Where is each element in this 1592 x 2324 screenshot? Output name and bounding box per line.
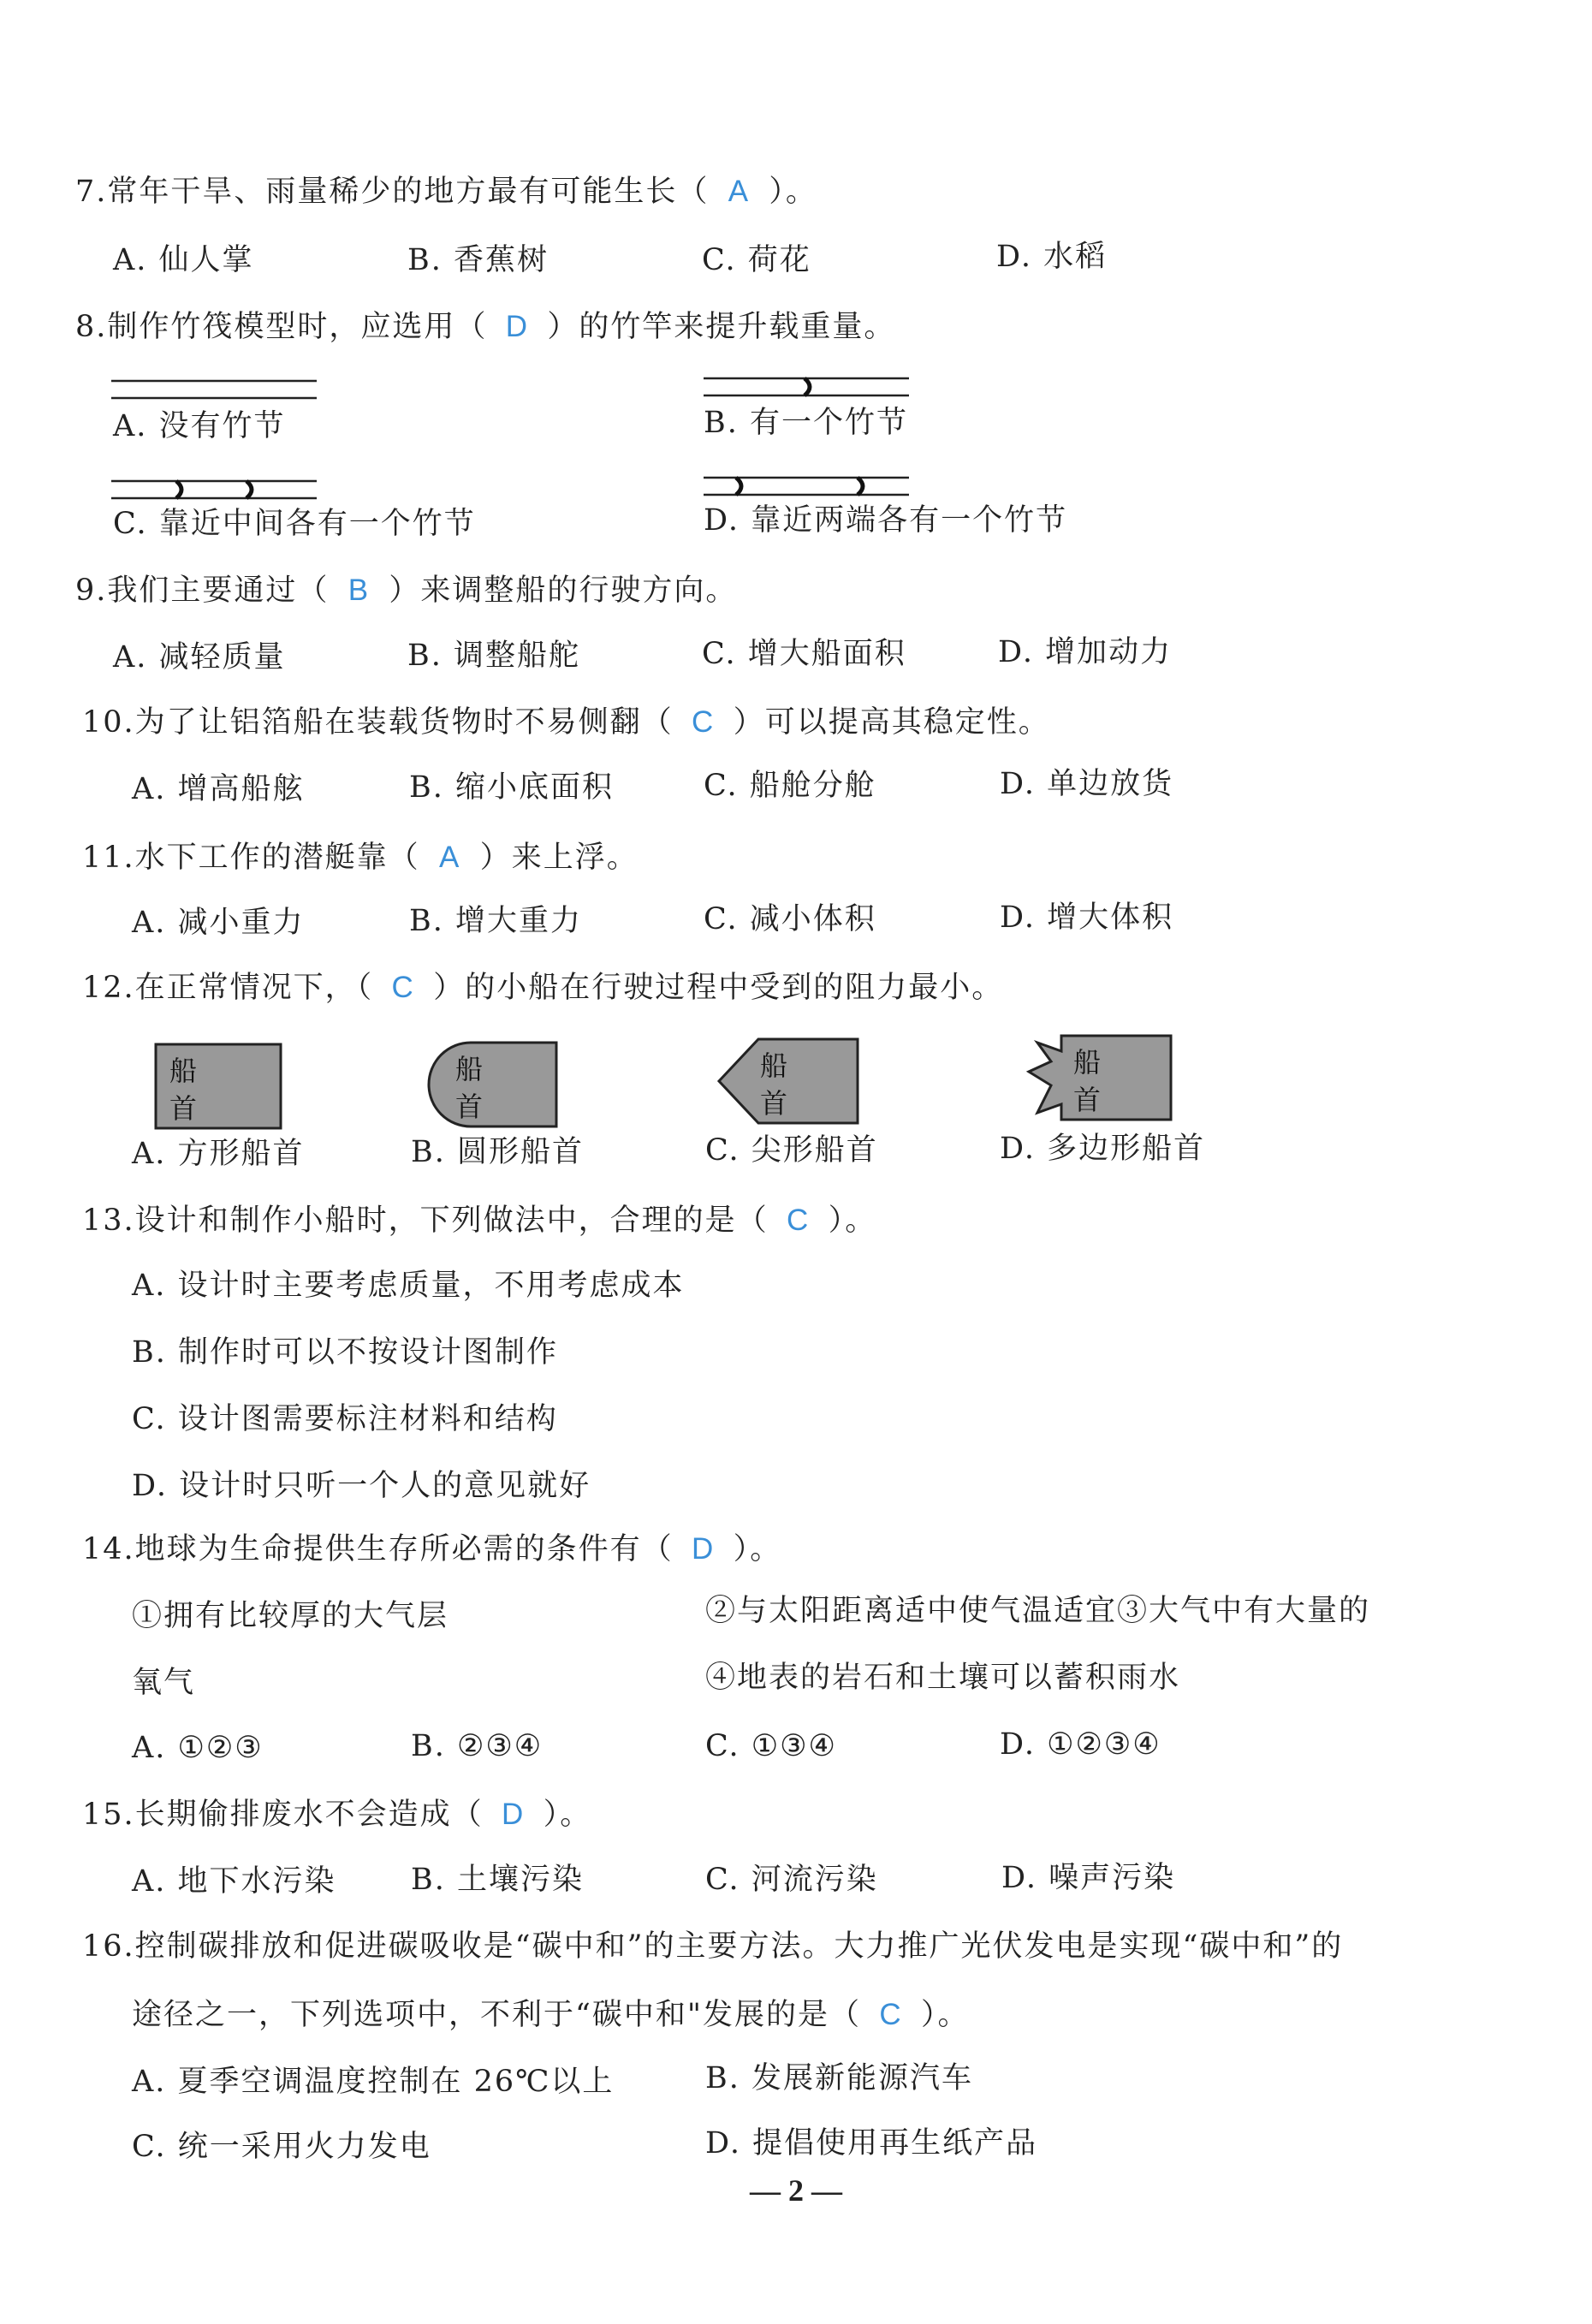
condition-3-cont: 氧气 xyxy=(132,1666,196,1700)
square-bow-boat-figure xyxy=(154,1043,282,1132)
option-14b: B. ②③④ xyxy=(411,1729,544,1763)
bamboo-no-node-figure xyxy=(111,377,317,402)
option-8c: C. 靠近中间各有一个竹节 xyxy=(113,507,476,541)
page-number: — 2 — xyxy=(750,2173,842,2208)
option-9a: A. 减轻质量 xyxy=(113,640,286,675)
polygon-bow-boat-figure xyxy=(1027,1034,1174,1123)
option-10b: B. 缩小底面积 xyxy=(409,770,614,805)
option-16b: B. 发展新能源汽车 xyxy=(705,2061,973,2095)
option-12a: A. 方形船首 xyxy=(132,1137,305,1171)
option-12c: C. 尖形船首 xyxy=(705,1133,878,1168)
bamboo-one-node-figure xyxy=(704,374,909,400)
pointed-bow-boat-figure xyxy=(717,1037,861,1126)
question-8-stem: 8.制作竹筏模型时，应选用（ D ）的竹竿来提升载重量。 xyxy=(75,310,896,344)
boat-label-top: 船 xyxy=(455,1053,484,1085)
option-11c: C. 减小体积 xyxy=(704,902,876,936)
boat-label-bottom: 首 xyxy=(760,1087,788,1120)
question-12-stem: 12.在正常情况下，（ C ）的小船在行驶过程中受到的阻力最小。 xyxy=(82,971,1004,1005)
question-16-stem-line2: 途径之一，下列选项中，不利于“碳中和"发展的是（ C ）。 xyxy=(132,1998,970,2032)
question-9-stem: 9.我们主要通过（ B ）来调整船的行驶方向。 xyxy=(75,574,738,608)
option-13d: D. 设计时只听一个人的意见就好 xyxy=(132,1469,591,1503)
option-15c: C. 河流污染 xyxy=(705,1863,878,1897)
option-7a: A. 仙人掌 xyxy=(113,243,254,277)
answer-8: D xyxy=(505,310,530,343)
boat-label-bottom: 首 xyxy=(1073,1084,1102,1116)
round-bow-boat-figure xyxy=(428,1041,558,1130)
boat-label-top: 船 xyxy=(760,1049,788,1082)
option-16d: D. 提倡使用再生纸产品 xyxy=(705,2126,1038,2161)
option-11b: B. 增大重力 xyxy=(409,904,582,938)
option-12b: B. 圆形船首 xyxy=(411,1135,584,1169)
option-11a: A. 减小重力 xyxy=(132,906,305,940)
option-9d: D. 增加动力 xyxy=(998,635,1173,669)
option-8d: D. 靠近两端各有一个竹节 xyxy=(704,503,1068,538)
boat-label-bottom: 首 xyxy=(169,1092,198,1125)
option-10a: A. 增高船舷 xyxy=(132,772,305,806)
option-10c: C. 船舱分舱 xyxy=(704,769,876,803)
option-16a: A. 夏季空调温度控制在 26℃以上 xyxy=(132,2065,615,2099)
option-8b: B. 有一个竹节 xyxy=(704,406,908,440)
boat-label-bottom: 首 xyxy=(455,1091,484,1123)
question-7-stem: 7.常年干旱、雨量稀少的地方最有可能生长（ A ）。 xyxy=(75,175,817,209)
option-13b: B. 制作时可以不按设计图制作 xyxy=(132,1335,558,1370)
condition-2-3: ②与太阳距离适中使气温适宜③大气中有大量的 xyxy=(705,1594,1371,1628)
question-13-stem: 13.设计和制作小船时，下列做法中，合理的是（ C ）。 xyxy=(82,1204,877,1238)
option-7b: B. 香蕉树 xyxy=(407,243,549,277)
option-16c: C. 统一采用火力发电 xyxy=(132,2130,431,2164)
answer-15: D xyxy=(502,1798,526,1831)
option-10d: D. 单边放货 xyxy=(1000,767,1174,801)
question-10-stem: 10.为了让铝箔船在装载货物时不易侧翻（ C ）可以提高其稳定性。 xyxy=(82,705,1050,740)
option-7d: D. 水稻 xyxy=(996,240,1108,274)
answer-16: C xyxy=(879,1998,903,2031)
option-13a: A. 设计时主要考虑质量，不用考虑成本 xyxy=(132,1269,685,1303)
bamboo-end-nodes-figure xyxy=(704,473,909,499)
question-16-stem: 16.控制碳排放和促进碳吸收是“碳中和”的主要方法。大力推广光伏发电是实现“碳中和”的 xyxy=(82,1929,1344,1964)
option-14a: A. ①②③ xyxy=(132,1731,264,1765)
question-11-stem: 11.水下工作的潜艇靠（ A ）来上浮。 xyxy=(82,841,639,875)
option-14c: C. ①③④ xyxy=(705,1729,837,1763)
option-9b: B. 调整船舵 xyxy=(407,639,580,673)
option-14d: D. ①②③④ xyxy=(1000,1727,1161,1762)
answer-7: A xyxy=(728,175,751,208)
boat-label-top: 船 xyxy=(1073,1046,1102,1079)
answer-11: A xyxy=(439,841,461,874)
option-15b: B. 土壤污染 xyxy=(411,1863,584,1897)
question-15-stem: 15.长期偷排废水不会造成（ D ）。 xyxy=(82,1798,592,1832)
option-7c: C. 荷花 xyxy=(702,243,811,277)
question-14-stem: 14.地球为生命提供生存所必需的条件有（ D ）。 xyxy=(82,1532,782,1566)
condition-4: ④地表的岩石和土壤可以蓄积雨水 xyxy=(705,1661,1181,1695)
answer-14: D xyxy=(692,1532,716,1566)
bamboo-middle-nodes-figure xyxy=(111,477,317,502)
answer-12: C xyxy=(391,971,415,1004)
answer-13: C xyxy=(787,1204,811,1237)
option-8a: A. 没有竹节 xyxy=(113,409,286,443)
condition-1: ①拥有比较厚的大气层 xyxy=(132,1599,449,1633)
boat-label-top: 船 xyxy=(169,1055,198,1087)
option-13c: C. 设计图需要标注材料和结构 xyxy=(132,1402,558,1436)
option-15a: A. 地下水污染 xyxy=(132,1864,336,1899)
answer-9: B xyxy=(348,574,371,607)
answer-10: C xyxy=(692,705,716,739)
option-12d: D. 多边形船首 xyxy=(1000,1132,1206,1166)
option-11d: D. 增大体积 xyxy=(1000,900,1174,935)
option-9c: C. 增大船面积 xyxy=(702,637,906,671)
option-15d: D. 噪声污染 xyxy=(1001,1861,1176,1895)
